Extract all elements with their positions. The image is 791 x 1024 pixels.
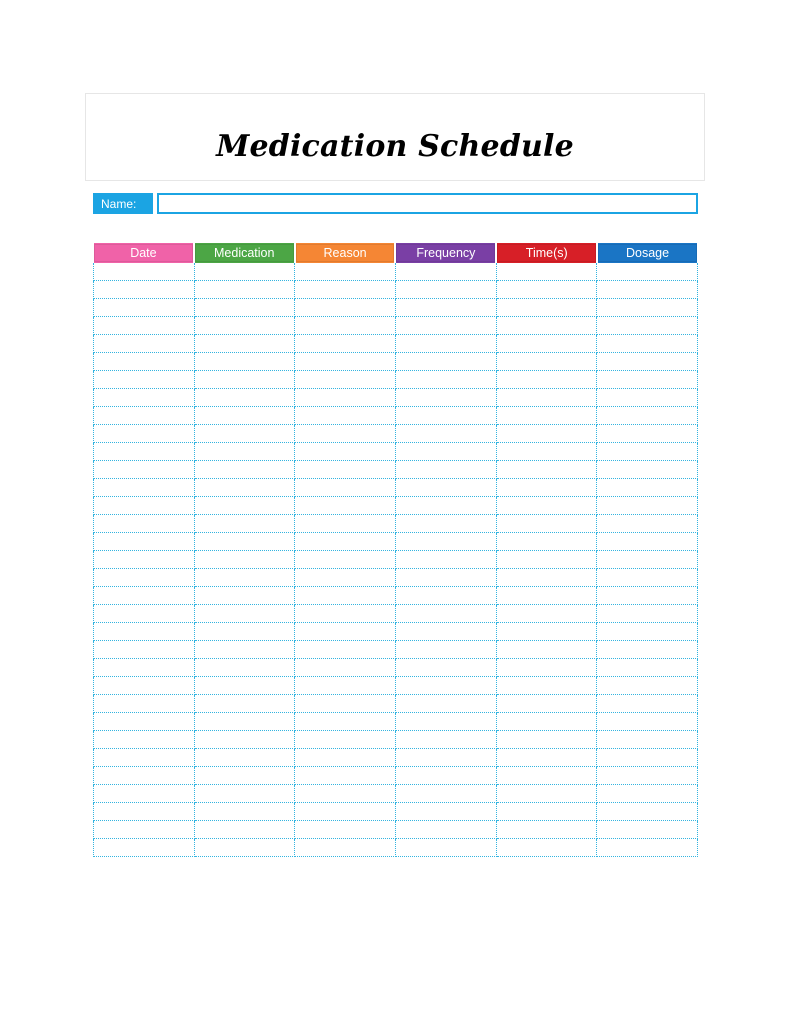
- cell-reason[interactable]: [295, 785, 396, 803]
- cell-frequency[interactable]: [396, 515, 497, 533]
- cell-reason[interactable]: [295, 533, 396, 551]
- cell-times[interactable]: [497, 371, 598, 389]
- cell-dosage[interactable]: [597, 713, 698, 731]
- cell-times[interactable]: [497, 605, 598, 623]
- cell-reason[interactable]: [295, 659, 396, 677]
- table-row: [93, 551, 698, 569]
- cell-date[interactable]: [93, 443, 195, 461]
- cell-dosage[interactable]: [597, 695, 698, 713]
- cell-times[interactable]: [497, 353, 598, 371]
- cell-dosage[interactable]: [597, 353, 698, 371]
- cell-frequency[interactable]: [396, 695, 497, 713]
- table-row: [93, 299, 698, 317]
- cell-dosage[interactable]: [597, 749, 698, 767]
- cell-times[interactable]: [497, 515, 598, 533]
- cell-dosage[interactable]: [597, 623, 698, 641]
- cell-times[interactable]: [497, 767, 598, 785]
- cell-medication[interactable]: [195, 533, 296, 551]
- cell-date[interactable]: [93, 533, 195, 551]
- cell-times[interactable]: [497, 713, 598, 731]
- cell-reason[interactable]: [295, 389, 396, 407]
- cell-date[interactable]: [93, 497, 195, 515]
- table-row: [93, 569, 698, 587]
- cell-medication[interactable]: [195, 263, 296, 281]
- table-row: [93, 641, 698, 659]
- cell-times[interactable]: [497, 461, 598, 479]
- table-row: [93, 353, 698, 371]
- cell-medication[interactable]: [195, 353, 296, 371]
- cell-times[interactable]: [497, 263, 598, 281]
- cell-reason[interactable]: [295, 677, 396, 695]
- cell-date[interactable]: [93, 299, 195, 317]
- cell-frequency[interactable]: [396, 371, 497, 389]
- cell-reason[interactable]: [295, 695, 396, 713]
- cell-dosage[interactable]: [597, 731, 698, 749]
- cell-dosage[interactable]: [597, 587, 698, 605]
- column-header-times: Time(s): [496, 243, 597, 263]
- cell-date[interactable]: [93, 641, 195, 659]
- cell-medication[interactable]: [195, 677, 296, 695]
- cell-dosage[interactable]: [597, 659, 698, 677]
- cell-medication[interactable]: [195, 425, 296, 443]
- cell-date[interactable]: [93, 695, 195, 713]
- cell-date[interactable]: [93, 335, 195, 353]
- table-row: [93, 389, 698, 407]
- table-row: [93, 515, 698, 533]
- cell-medication[interactable]: [195, 803, 296, 821]
- cell-times[interactable]: [497, 641, 598, 659]
- table-row: [93, 317, 698, 335]
- cell-dosage[interactable]: [597, 497, 698, 515]
- cell-times[interactable]: [497, 587, 598, 605]
- cell-dosage[interactable]: [597, 569, 698, 587]
- table-row: [93, 803, 698, 821]
- cell-dosage[interactable]: [597, 479, 698, 497]
- cell-frequency[interactable]: [396, 659, 497, 677]
- cell-date[interactable]: [93, 839, 195, 857]
- cell-frequency[interactable]: [396, 533, 497, 551]
- cell-dosage[interactable]: [597, 299, 698, 317]
- cell-medication[interactable]: [195, 641, 296, 659]
- cell-medication[interactable]: [195, 821, 296, 839]
- cell-frequency[interactable]: [396, 425, 497, 443]
- cell-reason[interactable]: [295, 461, 396, 479]
- cell-dosage[interactable]: [597, 335, 698, 353]
- cell-date[interactable]: [93, 821, 195, 839]
- cell-times[interactable]: [497, 533, 598, 551]
- cell-reason[interactable]: [295, 515, 396, 533]
- cell-reason[interactable]: [295, 371, 396, 389]
- cell-times[interactable]: [497, 281, 598, 299]
- cell-date[interactable]: [93, 623, 195, 641]
- cell-medication[interactable]: [195, 587, 296, 605]
- cell-medication[interactable]: [195, 731, 296, 749]
- cell-dosage[interactable]: [597, 389, 698, 407]
- cell-frequency[interactable]: [396, 839, 497, 857]
- cell-date[interactable]: [93, 803, 195, 821]
- cell-frequency[interactable]: [396, 767, 497, 785]
- cell-medication[interactable]: [195, 497, 296, 515]
- cell-medication[interactable]: [195, 461, 296, 479]
- cell-medication[interactable]: [195, 623, 296, 641]
- name-label: Name:: [93, 193, 153, 214]
- cell-dosage[interactable]: [597, 281, 698, 299]
- cell-date[interactable]: [93, 479, 195, 497]
- cell-dosage[interactable]: [597, 317, 698, 335]
- table-header-row: [93, 243, 698, 263]
- cell-reason[interactable]: [295, 803, 396, 821]
- table-row: [93, 605, 698, 623]
- cell-frequency[interactable]: [396, 587, 497, 605]
- cell-medication[interactable]: [195, 389, 296, 407]
- cell-reason[interactable]: [295, 623, 396, 641]
- cell-times[interactable]: [497, 407, 598, 425]
- column-header-medication: Medication: [194, 243, 295, 263]
- table-row: [93, 767, 698, 785]
- cell-times[interactable]: [497, 839, 598, 857]
- table-row: [93, 623, 698, 641]
- cell-date[interactable]: [93, 371, 195, 389]
- cell-date[interactable]: [93, 551, 195, 569]
- cell-dosage[interactable]: [597, 407, 698, 425]
- table-row: [93, 407, 698, 425]
- cell-medication[interactable]: [195, 767, 296, 785]
- table-row: [93, 281, 698, 299]
- cell-dosage[interactable]: [597, 461, 698, 479]
- cell-reason[interactable]: [295, 587, 396, 605]
- table-row: [93, 659, 698, 677]
- cell-reason[interactable]: [295, 605, 396, 623]
- cell-frequency[interactable]: [396, 749, 497, 767]
- cell-frequency[interactable]: [396, 407, 497, 425]
- cell-reason[interactable]: [295, 749, 396, 767]
- cell-frequency[interactable]: [396, 497, 497, 515]
- cell-medication[interactable]: [195, 785, 296, 803]
- cell-medication[interactable]: [195, 569, 296, 587]
- cell-dosage[interactable]: [597, 443, 698, 461]
- cell-frequency[interactable]: [396, 641, 497, 659]
- cell-reason[interactable]: [295, 317, 396, 335]
- cell-reason[interactable]: [295, 551, 396, 569]
- cell-reason[interactable]: [295, 839, 396, 857]
- cell-times[interactable]: [497, 299, 598, 317]
- cell-frequency[interactable]: [396, 353, 497, 371]
- cell-medication[interactable]: [195, 839, 296, 857]
- cell-date[interactable]: [93, 353, 195, 371]
- cell-dosage[interactable]: [597, 371, 698, 389]
- cell-date[interactable]: [93, 785, 195, 803]
- cell-date[interactable]: [93, 677, 195, 695]
- cell-frequency[interactable]: [396, 821, 497, 839]
- name-row: [93, 193, 698, 214]
- cell-dosage[interactable]: [597, 821, 698, 839]
- cell-frequency[interactable]: [396, 335, 497, 353]
- cell-medication[interactable]: [195, 335, 296, 353]
- column-header-reason: Reason: [295, 243, 396, 263]
- cell-times[interactable]: [497, 731, 598, 749]
- cell-date[interactable]: [93, 407, 195, 425]
- table-row: [93, 533, 698, 551]
- cell-date[interactable]: [93, 767, 195, 785]
- cell-dosage[interactable]: [597, 533, 698, 551]
- cell-medication[interactable]: [195, 515, 296, 533]
- cell-times[interactable]: [497, 497, 598, 515]
- cell-times[interactable]: [497, 425, 598, 443]
- cell-date[interactable]: [93, 749, 195, 767]
- cell-times[interactable]: [497, 569, 598, 587]
- table-row: [93, 461, 698, 479]
- cell-times[interactable]: [497, 389, 598, 407]
- cell-reason[interactable]: [295, 443, 396, 461]
- cell-frequency[interactable]: [396, 443, 497, 461]
- cell-date[interactable]: [93, 461, 195, 479]
- table-body: [93, 263, 698, 857]
- table-row: [93, 587, 698, 605]
- cell-dosage[interactable]: [597, 839, 698, 857]
- table-row: [93, 713, 698, 731]
- title-box: [85, 93, 705, 181]
- cell-times[interactable]: [497, 335, 598, 353]
- cell-date[interactable]: [93, 389, 195, 407]
- cell-dosage[interactable]: [597, 677, 698, 695]
- cell-times[interactable]: [497, 317, 598, 335]
- cell-medication[interactable]: [195, 749, 296, 767]
- cell-frequency[interactable]: [396, 479, 497, 497]
- cell-frequency[interactable]: [396, 551, 497, 569]
- cell-frequency[interactable]: [396, 461, 497, 479]
- cell-date[interactable]: [93, 281, 195, 299]
- cell-times[interactable]: [497, 443, 598, 461]
- cell-frequency[interactable]: [396, 605, 497, 623]
- name-field[interactable]: [157, 193, 698, 214]
- cell-dosage[interactable]: [597, 641, 698, 659]
- cell-medication[interactable]: [195, 479, 296, 497]
- page-title: Medication Schedule: [216, 128, 574, 164]
- table-row: [93, 497, 698, 515]
- medication-table: [93, 243, 698, 857]
- cell-times[interactable]: [497, 803, 598, 821]
- column-header-dosage: Dosage: [597, 243, 698, 263]
- cell-times[interactable]: [497, 695, 598, 713]
- cell-medication[interactable]: [195, 605, 296, 623]
- cell-date[interactable]: [93, 731, 195, 749]
- cell-times[interactable]: [497, 551, 598, 569]
- cell-reason[interactable]: [295, 821, 396, 839]
- table-row: [93, 263, 698, 281]
- cell-reason[interactable]: [295, 731, 396, 749]
- cell-frequency[interactable]: [396, 299, 497, 317]
- table-row: [93, 821, 698, 839]
- cell-date[interactable]: [93, 263, 195, 281]
- cell-frequency[interactable]: [396, 569, 497, 587]
- cell-frequency[interactable]: [396, 389, 497, 407]
- cell-frequency[interactable]: [396, 623, 497, 641]
- column-header-date: Date: [93, 243, 194, 263]
- cell-date[interactable]: [93, 659, 195, 677]
- cell-dosage[interactable]: [597, 785, 698, 803]
- cell-reason[interactable]: [295, 497, 396, 515]
- cell-times[interactable]: [497, 821, 598, 839]
- cell-reason[interactable]: [295, 299, 396, 317]
- cell-date[interactable]: [93, 713, 195, 731]
- cell-dosage[interactable]: [597, 803, 698, 821]
- cell-date[interactable]: [93, 587, 195, 605]
- cell-times[interactable]: [497, 659, 598, 677]
- cell-date[interactable]: [93, 515, 195, 533]
- cell-medication[interactable]: [195, 317, 296, 335]
- column-header-frequency: Frequency: [395, 243, 496, 263]
- cell-times[interactable]: [497, 623, 598, 641]
- cell-dosage[interactable]: [597, 767, 698, 785]
- cell-reason[interactable]: [295, 479, 396, 497]
- table-row: [93, 677, 698, 695]
- cell-times[interactable]: [497, 479, 598, 497]
- cell-reason[interactable]: [295, 767, 396, 785]
- cell-times[interactable]: [497, 785, 598, 803]
- cell-dosage[interactable]: [597, 551, 698, 569]
- cell-medication[interactable]: [195, 713, 296, 731]
- cell-times[interactable]: [497, 749, 598, 767]
- table-row: [93, 479, 698, 497]
- cell-dosage[interactable]: [597, 263, 698, 281]
- cell-frequency[interactable]: [396, 785, 497, 803]
- table-row: [93, 749, 698, 767]
- table-row: [93, 425, 698, 443]
- cell-reason[interactable]: [295, 425, 396, 443]
- cell-reason[interactable]: [295, 641, 396, 659]
- table-row: [93, 731, 698, 749]
- cell-frequency[interactable]: [396, 677, 497, 695]
- cell-reason[interactable]: [295, 281, 396, 299]
- cell-frequency[interactable]: [396, 317, 497, 335]
- cell-frequency[interactable]: [396, 713, 497, 731]
- cell-reason[interactable]: [295, 353, 396, 371]
- table-row: [93, 371, 698, 389]
- cell-reason[interactable]: [295, 713, 396, 731]
- cell-frequency[interactable]: [396, 731, 497, 749]
- cell-medication[interactable]: [195, 371, 296, 389]
- table-row: [93, 839, 698, 857]
- cell-medication[interactable]: [195, 443, 296, 461]
- cell-date[interactable]: [93, 569, 195, 587]
- cell-reason[interactable]: [295, 569, 396, 587]
- table-row: [93, 785, 698, 803]
- cell-dosage[interactable]: [597, 515, 698, 533]
- cell-date[interactable]: [93, 317, 195, 335]
- cell-date[interactable]: [93, 605, 195, 623]
- cell-frequency[interactable]: [396, 281, 497, 299]
- cell-frequency[interactable]: [396, 263, 497, 281]
- cell-medication[interactable]: [195, 551, 296, 569]
- table-row: [93, 695, 698, 713]
- cell-times[interactable]: [497, 677, 598, 695]
- table-row: [93, 335, 698, 353]
- cell-date[interactable]: [93, 425, 195, 443]
- cell-medication[interactable]: [195, 281, 296, 299]
- table-row: [93, 443, 698, 461]
- cell-medication[interactable]: [195, 695, 296, 713]
- cell-dosage[interactable]: [597, 425, 698, 443]
- cell-reason[interactable]: [295, 263, 396, 281]
- cell-dosage[interactable]: [597, 605, 698, 623]
- cell-medication[interactable]: [195, 299, 296, 317]
- cell-reason[interactable]: [295, 407, 396, 425]
- cell-medication[interactable]: [195, 407, 296, 425]
- cell-medication[interactable]: [195, 659, 296, 677]
- cell-frequency[interactable]: [396, 803, 497, 821]
- cell-reason[interactable]: [295, 335, 396, 353]
